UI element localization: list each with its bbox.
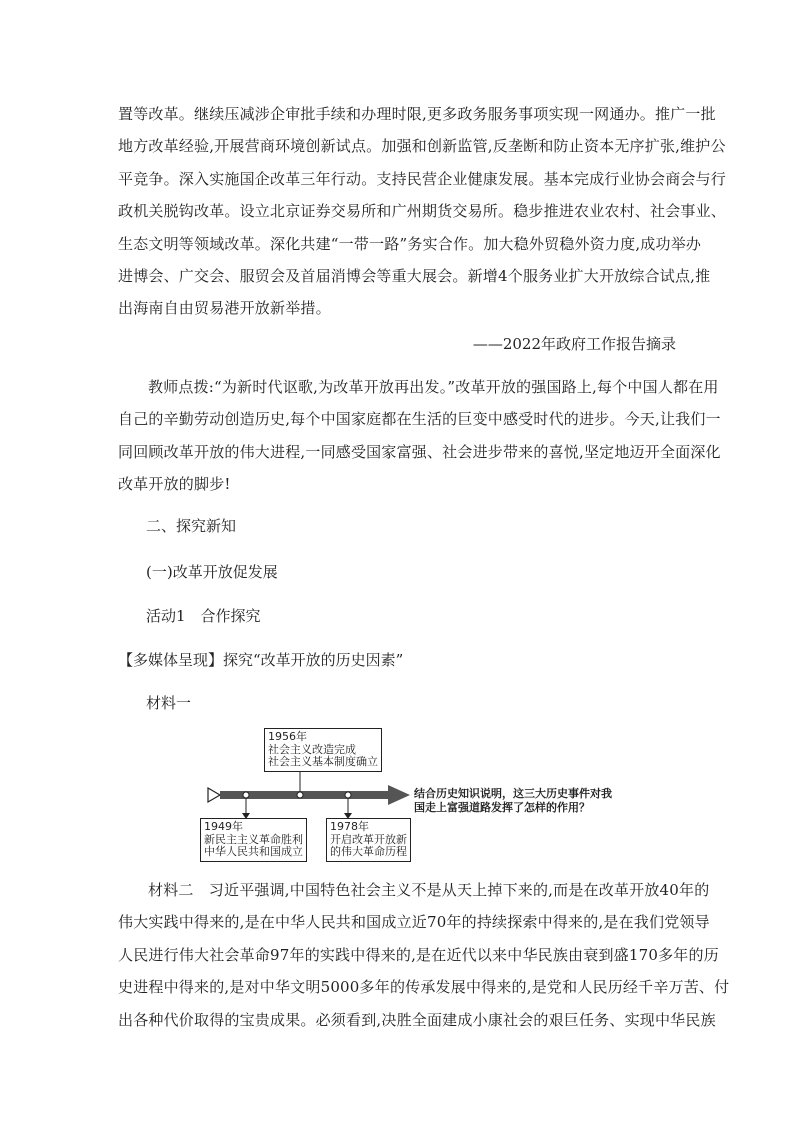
- section-heading: 二、探究新知: [146, 517, 237, 535]
- text-line: 教师点拨:“为新时代讴歌,为改革开放再出发。”改革开放的强国路上,每个中国人都在用: [148, 378, 719, 396]
- excerpt-source: ——2022年政府工作报告摘录: [472, 335, 676, 353]
- text-line: 改革开放的脚步!: [118, 475, 231, 494]
- event-text: 新民主主义革命胜利: [204, 832, 303, 846]
- multimedia-text: 探究“改革开放的历史因素”: [223, 651, 404, 669]
- reform-report-excerpt: [118, 98, 727, 325]
- event-box-1956: [264, 728, 382, 772]
- question-line: 结合历史知识说明，这三大历史事件对我: [414, 787, 612, 800]
- text-line: 出海南自由贸易港开放新举措。: [118, 299, 331, 318]
- timeline-question: [414, 787, 634, 815]
- node-1956: [297, 792, 303, 798]
- text-line: 材料二 习近平强调,中国特色社会主义不是从天上掉下来的,而是在改革开放40年的: [148, 881, 710, 899]
- text-line: 自己的辛勤劳动创造历史,每个中国家庭都在生活的巨变中感受时代的进步。今天,让我们一: [118, 410, 721, 429]
- event-year: 1978年: [330, 820, 369, 833]
- text-line: 伟大实践中得来的,是在中华人民共和国成立近70年的持续探索中得来的,是在我们党领导: [118, 913, 710, 932]
- question-line: 国走上富强道路发挥了怎样的作用？: [414, 801, 590, 814]
- subsection-heading: (一)改革开放促发展: [146, 563, 278, 581]
- event-text: 中华人民共和国成立: [204, 845, 303, 858]
- multimedia-line: [118, 650, 403, 670]
- event-text: 社会主义改造完成: [268, 742, 356, 756]
- event-box-1978: [326, 818, 411, 862]
- text-line: 进博会、广交会、服贸会及首届消博会等重大展会。新增4个服务业扩大开放综合试点,推: [118, 267, 711, 286]
- timeline-diagram: [200, 728, 640, 860]
- text-line: 政机关脱钩改革。设立北京证券交易所和广州期货交易所。稳步推进农业农村、社会事业、: [118, 202, 727, 221]
- node-1978: [345, 792, 351, 798]
- text-line: 生态文明等领域改革。深化共建“一带一路”务实合作。加大稳外贸稳外资力度,成功举办: [118, 234, 702, 253]
- material1-label: 材料一: [146, 694, 192, 712]
- material2: [118, 874, 730, 1036]
- event-text: 开启改革开放新: [330, 832, 407, 846]
- text-line: 平竞争。深入实施国企改革三年行动。支持民营企业健康发展。基本完成行业协会商会与行: [118, 169, 727, 188]
- text-line: 置等改革。继续压减涉企审批手续和办理时限,更多政务服务事项实现一网通办。推广一批: [118, 105, 716, 123]
- activity-heading: 活动1 合作探究: [146, 607, 261, 625]
- text-line: 地方改革经验,开展营商环境创新试点。加强和创新监管,反垄断和防止资本无序扩张,维护公: [118, 137, 726, 156]
- event-year: 1956年: [268, 730, 307, 743]
- multimedia-label: 【多媒体呈现】: [118, 651, 224, 669]
- event-text: 的伟大革命历程: [330, 845, 407, 858]
- event-box-1949: [200, 818, 307, 862]
- text-line: 出各种代价取得的宝贵成果。必须看到,决胜全面建成小康社会的艰巨任务、实现中华民族: [118, 1010, 716, 1029]
- event-year: 1949年: [204, 820, 243, 833]
- text-line: 史进程中得来的,是对中华文明5000多年的传承发展中得来的,是党和人民历经千辛万苦、付: [118, 978, 730, 997]
- teacher-remarks: [118, 371, 721, 501]
- timeline-start-marker: [208, 788, 220, 802]
- text-line: 人民进行伟大社会革命97年的实践中得来的,是在近代以来中华民族由衰到盛170多年的历: [118, 945, 719, 964]
- node-1949: [243, 792, 249, 798]
- event-text: 社会主义基本制度确立: [268, 755, 378, 768]
- timeline-arrowhead: [388, 785, 410, 805]
- text-line: 同回顾改革开放的伟大进程,一同感受国家富强、社会进步带来的喜悦,坚定地迈开全面深化: [118, 442, 721, 461]
